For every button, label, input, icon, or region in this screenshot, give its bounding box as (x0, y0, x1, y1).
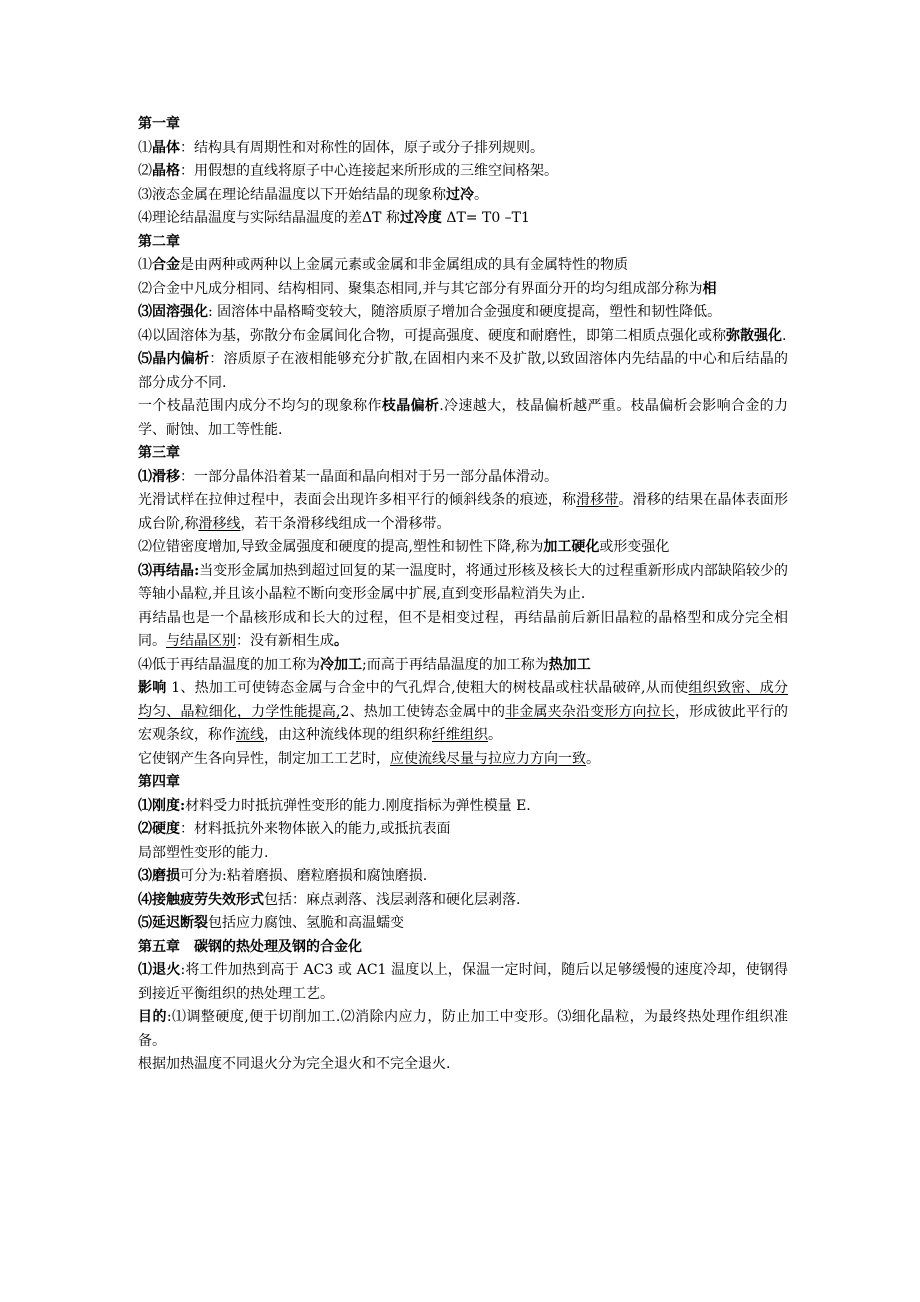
ch4-item-2-cont: 局部塑性变形的能力. (138, 844, 269, 861)
chapter-5-title: 第五章 碳钢的热处理及钢的合金化 (138, 938, 362, 955)
ch4-item-2: ⑵硬度：材料抵抗外来物体嵌入的能力,或抵抗表面 (138, 821, 451, 837)
ch1-item-3: ⑶液态金属在理论结晶温度以下开始结晶的现象称过冷。 (138, 186, 488, 203)
ch3-item-3: ⑵位错密度增加,导致金属强度和硬度的提高,塑性和韧性下降,称为加工硬化或形变强化 (138, 539, 670, 555)
ch4-item-3: ⑶磨损可分为:粘着磨损、磨粒磨损和腐蚀磨损. (138, 868, 428, 884)
ch3-item-1: ⑴滑移：一部分晶体沿着某一晶面和晶向相对于另一部分晶体滑动。 (138, 468, 558, 485)
ch2-item-5: ⑸晶内偏析：溶质原子在液相能够充分扩散,在固相内来不及扩散,以致固溶体内先结晶的中心和后结晶的部分成分不同. (138, 351, 789, 391)
ch1-item-1: ⑴晶体：结构具有周期性和对称性的固体，原子或分子排列规则。 (138, 139, 544, 156)
chapter-4-title: 第四章 (138, 774, 180, 790)
ch4-item-5: ⑸延迟断裂包括应力腐蚀、氢脆和高温蠕变 (138, 915, 404, 931)
ch2-item-4: ⑷以固溶体为基，弥散分布金属间化合物，可提高强度、硬度和耐磨性，即第二相质点强化或称弥散强化. (138, 327, 787, 344)
ch3-item-4: ⑶再结晶:当变形金属加热到超过回复的某一温度时，将通过形核及核长大的过程重新形成内部缺陷较少的等轴小晶粒,并且该小晶粒不断向变形金属中扩展,直到变形晶粒消失为止. (138, 562, 789, 602)
ch3-item-8: 它使钢产生各向异性，制定加工工艺时，应使流线尽量与拉应力方向一致。 (138, 750, 600, 767)
ch2-item-1: ⑴合金是由两种或两种以上金属元素或金属和非金属组成的具有金属特性的物质 (138, 257, 628, 273)
ch4-item-4: ⑷接触疲劳失效形式包括：麻点剥落、浅层剥落和硬化层剥落. (138, 891, 521, 908)
ch2-item-6: 一个枝晶范围内成分不均匀的现象称作枝晶偏析.冷速越大，枝晶偏析越严重。枝晶偏析会影响合金的力学、耐蚀、加工等性能. (138, 398, 789, 438)
chapter-3-title: 第三章 (138, 445, 180, 461)
ch4-item-1: ⑴刚度:材料受力时抵抗弹性变形的能力.刚度指标为弹性模量 E. (138, 797, 531, 814)
ch5-item-1: ⑴退火:将工件加热到高于 AC3 或 AC1 温度以上，保温一定时间，随后以足够缓慢的速度冷却，使钢得到接近平衡组织的热处理工艺。 (138, 962, 788, 1002)
ch1-item-2: ⑵晶格：用假想的直线将原子中心连接起来所形成的三维空间格架。 (138, 163, 558, 179)
ch3-item-7: 影响 1、热加工可使铸态金属与合金中的气孔焊合,使粗大的树枝晶或柱状晶破碎,从而使组织致密、成分均匀、晶粒细化，力学性能提高,2、热加工使铸态金属中的非金属夹杂沿变形方向拉长，形成彼此平行的宏观条纹，称作流线，由这种流线体现的组织称纤维组织。 (138, 680, 789, 743)
ch1-item-4: ⑷理论结晶温度与实际结晶温度的差ΔT 称过冷度 ΔT= T0 –T1 (138, 210, 530, 226)
ch2-item-3: ⑶固溶强化: 固溶体中晶格畸变较大，随溶质原子增加合金强度和硬度提高，塑性和韧性降低。 (138, 304, 722, 320)
ch5-item-2: 目的:⑴调整硬度,便于切削加工.⑵消除内应力，防止加工中变形。⑶细化晶粒，为最终热处理作组织准备。 (138, 1009, 788, 1049)
ch2-item-2: ⑵合金中凡成分相同、结构相同、聚集态相同,并与其它部分有界面分开的均匀组成部分称为相 (138, 280, 717, 297)
ch3-item-6: ⑷低于再结晶温度的加工称为冷加工;而高于再结晶温度的加工称为热加工 (138, 656, 591, 673)
ch3-item-2: 光滑试样在拉伸过程中，表面会出现许多相平行的倾斜线条的痕迹，称滑移带。滑移的结果在晶体表面形成台阶,称滑移线，若干条滑移线组成一个滑移带。 (138, 492, 789, 532)
chapter-1-title: 第一章 (138, 116, 180, 132)
chapter-2-title: 第二章 (138, 233, 180, 250)
ch3-item-5: 再结晶也是一个晶核形成和长大的过程，但不是相变过程，再结晶前后新旧晶粒的晶格型和成分完全相同。与结晶区别：没有新相生成。 (138, 609, 788, 649)
ch5-item-3: 根据加热温度不同退火分为完全退火和不完全退火. (138, 1056, 451, 1072)
document-page (138, 113, 788, 1077)
